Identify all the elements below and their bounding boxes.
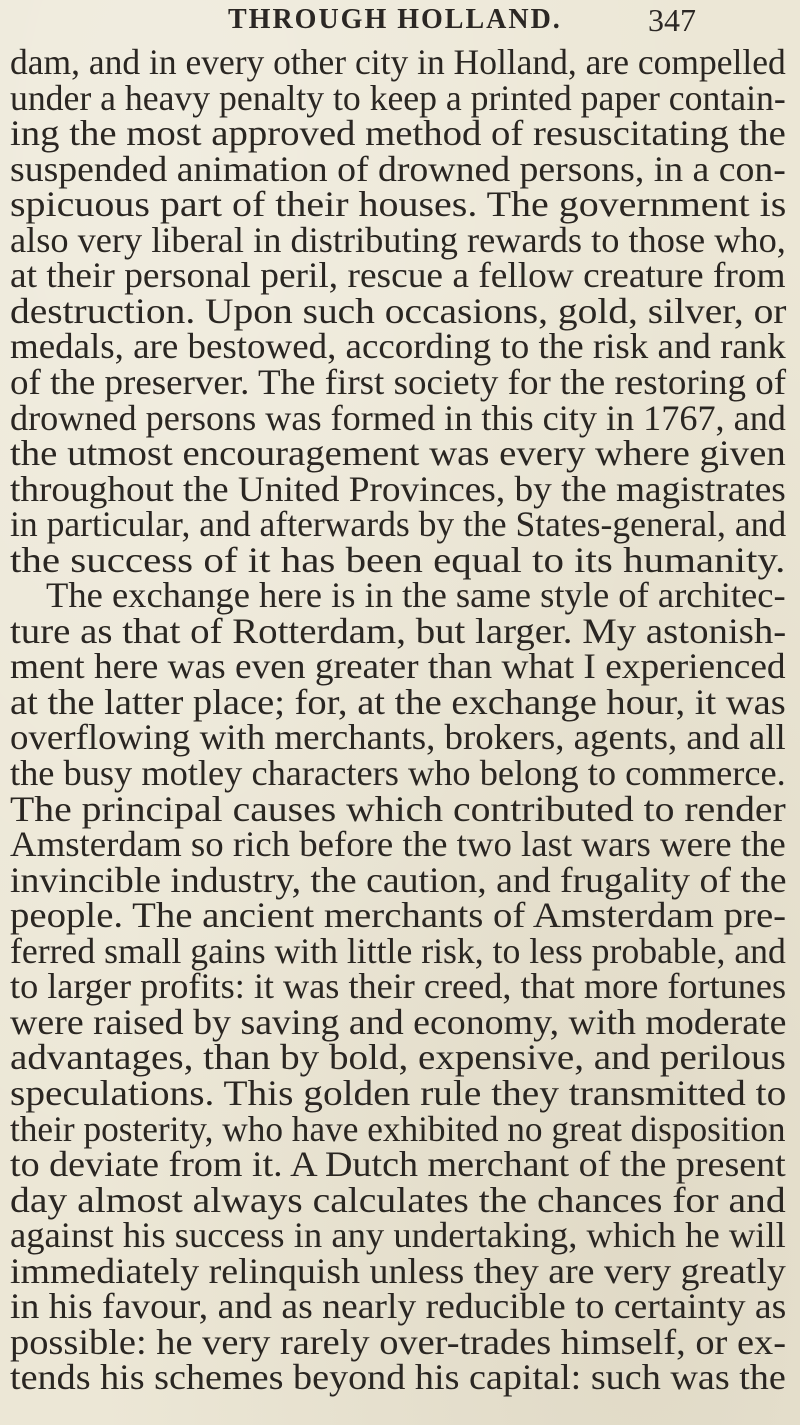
text-line: the busy motley characters who belong to commerce. — [10, 753, 786, 793]
text-line: people. The ancient merchants of Amsterdam pre- — [10, 895, 787, 936]
text-line: medals, are bestowed, according to the risk and rank — [10, 326, 786, 367]
text-line: dam, and in every other city in Holland, are compelled — [10, 42, 786, 82]
text-line: against his success in any undertaking, which he will — [10, 1215, 786, 1256]
running-head — [0, 4, 800, 40]
text-line: day almost always calculates the chances for and — [10, 1179, 786, 1220]
text-line: their posterity, who have exhibited no great disposition — [10, 1108, 786, 1149]
text-line: tends his schemes beyond his capital: such was the — [10, 1357, 786, 1398]
text-line: advantages, than by bold, expensive, and perilous — [10, 1037, 786, 1078]
text-line: the utmost encouragement was every where given — [10, 433, 786, 474]
text-line: to deviate from it. A Dutch merchant of the present — [10, 1144, 786, 1185]
text-line: in particular, and afterwards by the States-general, and — [10, 504, 787, 545]
text-line: possible: he very rarely over-trades himself, or ex- — [10, 1321, 787, 1362]
text-line: spicuous part of their houses. The government is — [10, 184, 787, 225]
text-line: drowned persons was formed in this city in 1767, and — [10, 397, 786, 438]
text-line: ing the most approved method of resuscitating the — [10, 113, 786, 154]
text-line: Amsterdam so rich before the two last wars were the — [10, 824, 786, 865]
text-line: in his favour, and as nearly reducible to certainty as — [10, 1286, 787, 1327]
text-line: under a heavy penalty to keep a printed paper contain- — [10, 77, 786, 118]
text-line: The principal causes which contributed to render — [10, 788, 786, 829]
text-line: overflowing with merchants, brokers, agents, and all — [10, 717, 786, 758]
text-line: also very liberal in distributing rewards to those who, — [10, 219, 786, 260]
text-line: invincible industry, the caution, and frugality of the — [10, 859, 787, 900]
page-number: 347 — [648, 2, 696, 38]
text-line: suspended animation of drowned persons, in a con- — [10, 148, 786, 189]
text-line: of the preserver. The first society for the restoring of — [10, 361, 787, 402]
text-line: throughout the United Provinces, by the magistrates — [10, 468, 786, 509]
running-title: THROUGH HOLLAND. — [228, 4, 562, 35]
text-line: ferred small gains with little risk, to less probable, and — [10, 930, 786, 971]
text-line: at the latter place; for, at the exchange hour, it was — [10, 681, 786, 722]
text-line: immediately relinquish unless they are very greatly — [10, 1250, 786, 1291]
text-line: at their personal peril, rescue a fellow creature from — [10, 255, 786, 296]
text-line: speculations. This golden rule they transmitted to — [10, 1072, 787, 1113]
text-line: destruction. Upon such occasions, gold, silver, or — [10, 290, 787, 331]
text-line: to larger profits: it was their creed, that more fortunes — [10, 966, 787, 1007]
text-line: were raised by saving and economy, with moderate — [10, 1001, 787, 1042]
text-line: The exchange here is in the same style of architec- — [46, 575, 786, 616]
text-line: ment here was even greater than what I experienced — [10, 646, 786, 687]
text-line: ture as that of Rotterdam, but larger. My astonish- — [10, 610, 787, 651]
text-line: the success of it has been equal to its humanity. — [10, 539, 786, 580]
